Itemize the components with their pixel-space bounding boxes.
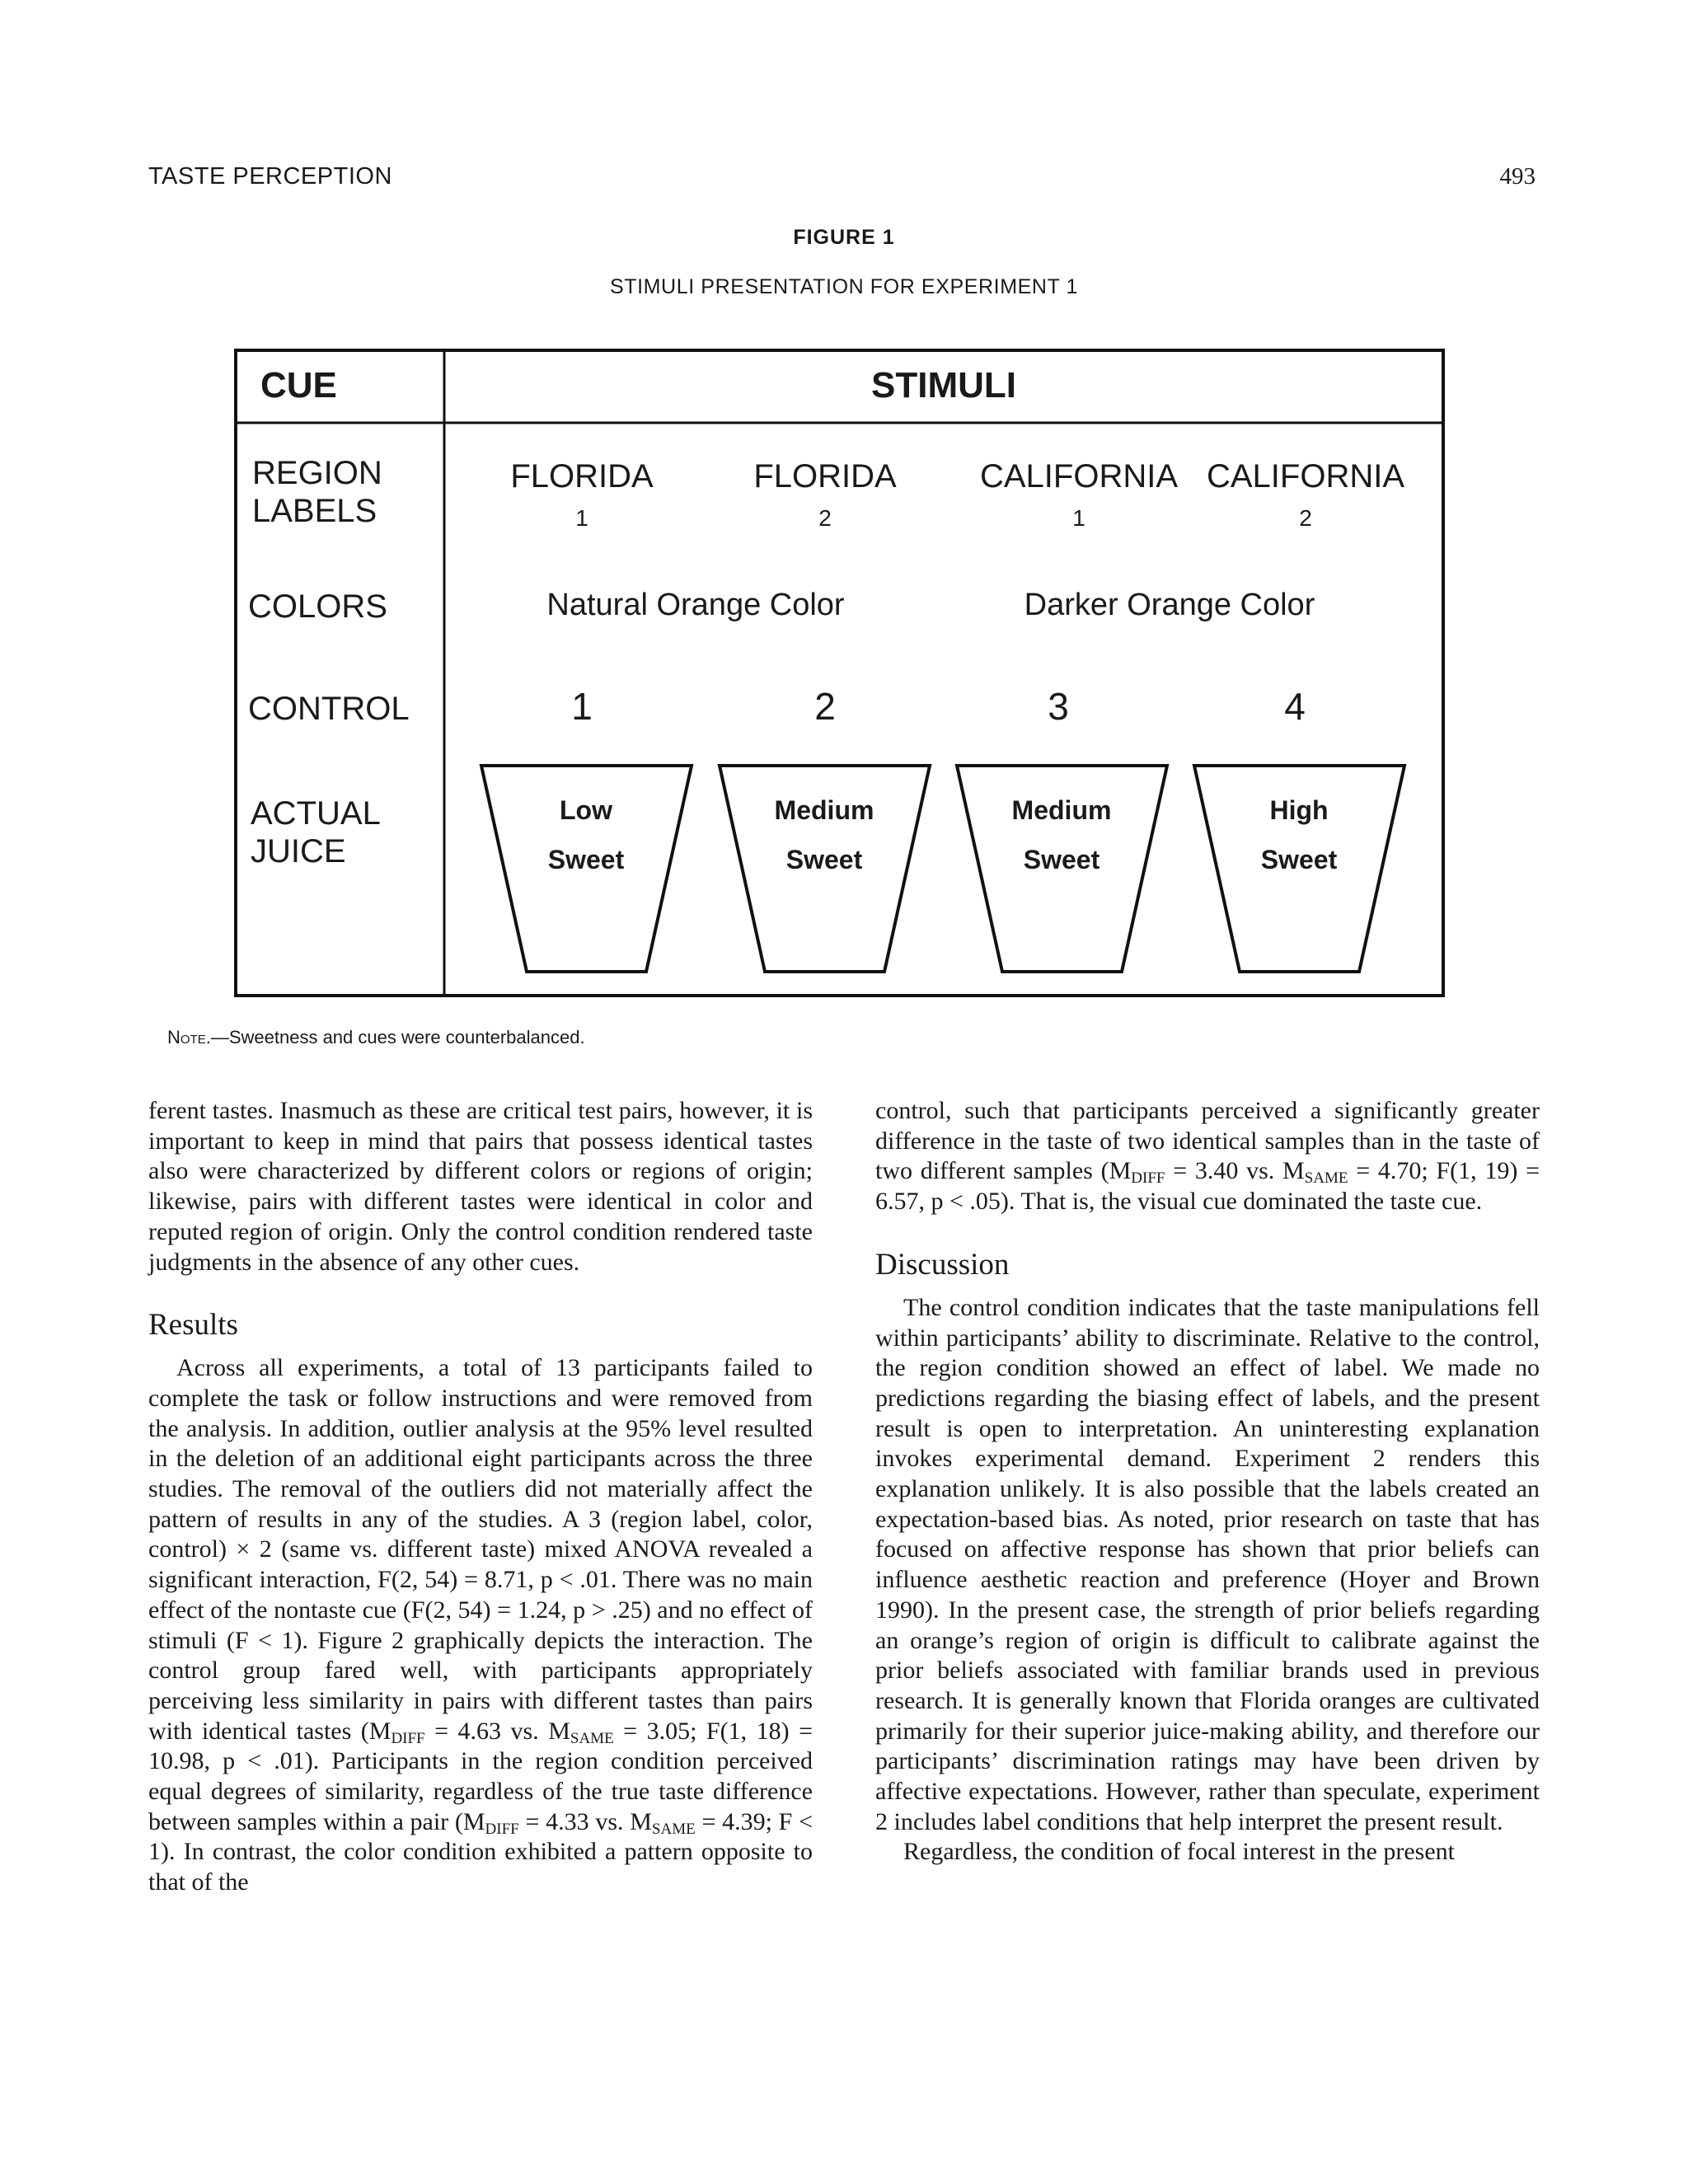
row-label-region-line2: LABELS (252, 493, 377, 529)
cup-4-line1: High (1269, 795, 1329, 825)
region-number-2: 2 (818, 505, 832, 531)
cup-2-line2: Sweet (785, 845, 863, 874)
sub-diff-2: DIFF (485, 1820, 519, 1838)
right-paragraph-2: The control condition indicates that the taste manipulations fell within participants’ ability to discriminate. Relative to the control, the region condition showed an effect of label. We made no predictions regarding the biasing effect of labels, and the present result is open to interpretation. An uninteresting explanation invokes experimental demand. Experiment 2 renders this explanation unlikely. It is also possible that the labels created an expectation-based bias. As noted, prior research on taste that has focused on affective response has shown that prior beliefs can influence aesthetic reaction and preference (Hoyer and Brown 1990). In the present case, the strength of prior beliefs regarding an orange’s region of origin is difficult to calibrate against the prior beliefs associated with familiar brands used in previous research. It is generally known that Florida oranges are cultivated primarily for their superior juice-making ability, and therefore our participants’ discrimination ratings may have been driven by affective expectations. However, rather than speculate, experiment 2 includes label conditions that help interpret the present result. (875, 1293, 1540, 1835)
results-heading: Results (148, 1308, 238, 1343)
left-p2-part-c: = 3.05; F(1, 18) = 10.98, p < .01). Participants in the region condition perceived equal degrees of similarity, regardless of the true taste difference between samples within a pair (M (148, 1717, 814, 1835)
cup-2-line1: Medium (774, 795, 874, 825)
sub-diff-3: DIFF (1131, 1169, 1165, 1188)
cup-3-line1: Medium (1011, 795, 1112, 825)
left-p2-part-b: = 4.63 vs. M (424, 1717, 570, 1745)
row-label-control: CONTROL (248, 691, 410, 727)
left-column (148, 1096, 813, 1898)
page-number: 493 (1499, 163, 1536, 190)
figure-title: STIMULI PRESENTATION FOR EXPERIMENT 1 (609, 275, 1079, 298)
figure-border (236, 350, 1443, 996)
color-natural: Natural Orange Color (546, 588, 845, 622)
cup-2-label (734, 785, 915, 884)
region-label-3: CALIFORNIA (979, 458, 1179, 494)
right-paragraph-3: Regardless, the condition of focal interest in the present (903, 1838, 1455, 1866)
header-stimuli: STIMULI (871, 365, 1016, 405)
figure-note-text: —Sweetness and cues were counterbalanced. (210, 1027, 585, 1047)
figure-note-prefix: Note. (167, 1027, 211, 1047)
left-p2-part-e: = 4.39; F < 1). In contrast, the color condition exhibited a pattern opposite to that of the (148, 1807, 813, 1896)
region-label-2: FLORIDA (753, 458, 897, 494)
left-p2-part-a: Across all experiments, a total of 13 participants failed to complete the task or follow instructions and were removed from the analysis. In addition, outlier analysis at the 95% level resulted in the deletion of an additional eight participants across the three studies. The removal of the outliers did not materially affect the pattern of results in any of the studies. A 3 (region label, color, control) × 2 (same vs. different taste) mixed ANOVA revealed a significant interaction, F(2, 54) = 8.71, p < .01. There was no main effect of the nontaste cue (F(2, 54) = 1.24, p > .25) and no effect of stimuli (F < 1). Figure 2 graphically depicts the interaction. The control group fared well, with participants appropriately perceiving less similarity in pairs with different tastes than pairs with identical tastes (M (148, 1354, 813, 1745)
cup-4-label (1208, 785, 1390, 884)
figure-frame (234, 349, 1453, 1000)
cup-1-line2: Sweet (547, 845, 625, 874)
figure-note (167, 1027, 585, 1048)
region-number-3: 1 (1072, 505, 1085, 531)
region-label-4: CALIFORNIA (1206, 458, 1405, 494)
control-number-4: 4 (1284, 685, 1306, 728)
left-paragraph-1: ferent tastes. Inasmuch as these are critical test pairs, however, it is important to keep in mind that pairs that possess identical tastes also were characterized by different colors or regions of origin; likewise, pairs with different tastes were identical in color and reputed region of origin. Only the control condition rendered taste judgments in the absence of any other cues. (148, 1097, 813, 1276)
row-label-colors: COLORS (248, 588, 387, 625)
region-label-1: FLORIDA (510, 458, 654, 494)
control-number-2: 2 (814, 685, 836, 728)
right-p1-part-b: = 3.40 vs. M (1165, 1157, 1305, 1185)
region-number-4: 2 (1299, 505, 1312, 531)
sub-same-1: SAME (570, 1729, 614, 1747)
region-number-1: 1 (575, 505, 588, 531)
header-cue: CUE (260, 365, 337, 405)
control-number-1: 1 (571, 685, 593, 728)
row-label-juice-line2: JUICE (251, 833, 346, 869)
sub-same-3: SAME (1304, 1169, 1348, 1188)
control-number-3: 3 (1048, 685, 1069, 728)
sub-same-2: SAME (651, 1820, 696, 1838)
left-p2-part-d: = 4.33 vs. M (518, 1807, 652, 1835)
cup-1-label (495, 785, 677, 884)
color-darker: Darker Orange Color (1024, 588, 1315, 622)
cup-4-line2: Sweet (1260, 845, 1338, 874)
cup-3-line2: Sweet (1023, 845, 1100, 874)
right-paragraph-1 (875, 1096, 1540, 1217)
row-label-juice (251, 794, 381, 870)
right-p1-part-c: = 4.70; F(1, 19) = 6.57, p < .05). That is, the visual cue dominated the taste cue. (875, 1157, 1540, 1216)
cup-3-label (971, 785, 1152, 884)
sub-diff-1: DIFF (391, 1729, 425, 1747)
running-head: TASTE PERCEPTION (148, 163, 392, 190)
left-paragraph-2 (148, 1353, 813, 1898)
stimuli-figure (234, 349, 1453, 1000)
cup-1-line1: Low (560, 795, 612, 825)
discussion-heading: Discussion (875, 1247, 1010, 1282)
row-label-region-line1: REGION (252, 455, 382, 491)
row-label-juice-line1: ACTUAL (251, 795, 381, 832)
right-column (875, 1096, 1540, 1868)
figure-label: FIGURE 1 (793, 226, 895, 249)
right-p1-part-a: control, such that participants perceived a significantly greater difference in the taste of two identical samples than in the taste of two different samples (M (875, 1097, 1540, 1185)
row-label-region (252, 454, 382, 530)
